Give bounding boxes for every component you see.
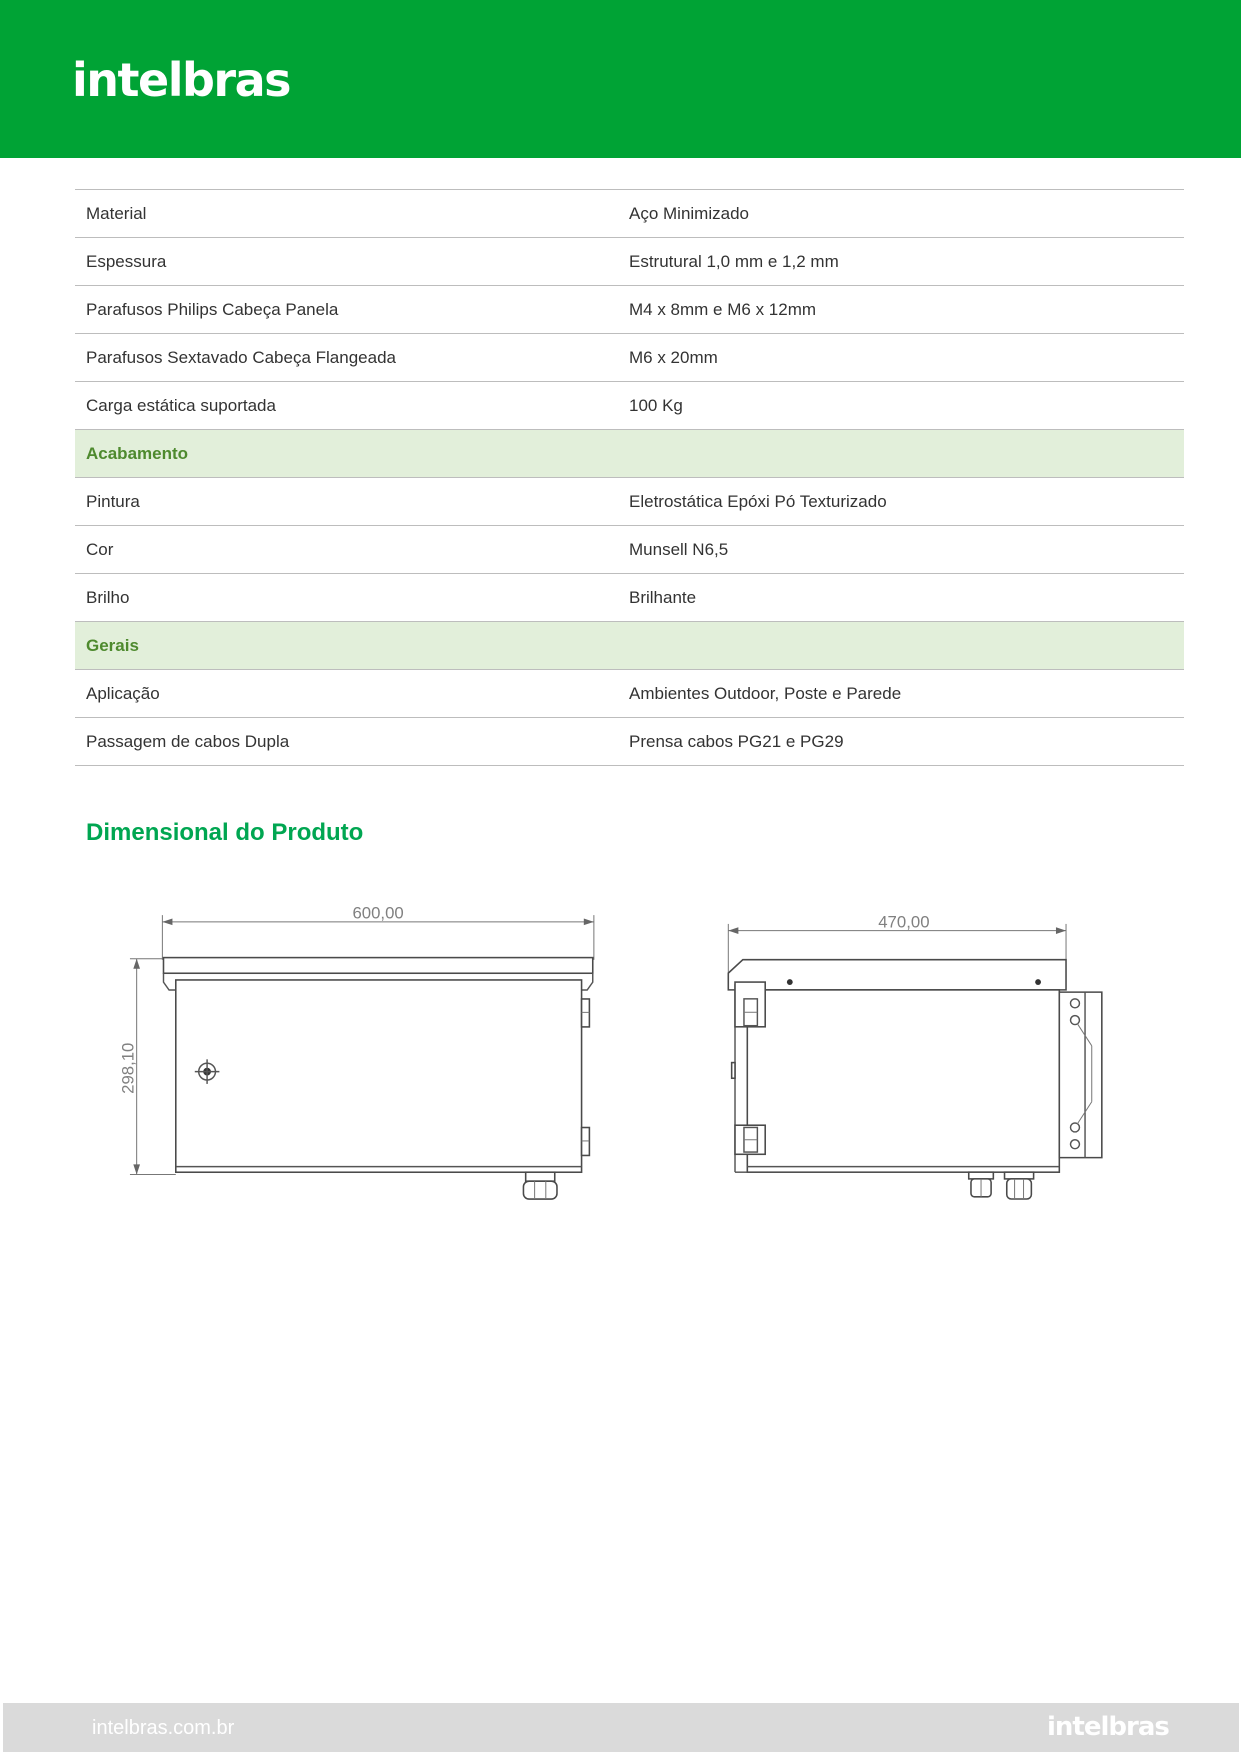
side-view-drawing (716, 906, 1113, 1208)
spec-label: Brilho (75, 574, 618, 622)
hinge-bottom (582, 1128, 590, 1156)
spec-value: Eletrostática Epóxi Pó Texturizado (618, 478, 1184, 526)
hinge-bottom (735, 1125, 765, 1154)
spec-value: Brilhante (618, 574, 1184, 622)
hinge-top (735, 982, 765, 1027)
table-row (75, 526, 1184, 574)
spec-label: Espessura (75, 238, 618, 286)
spec-label: Passagem de cabos Dupla (75, 718, 618, 766)
table-row (75, 190, 1184, 238)
lid-lip-left (163, 973, 175, 990)
lid-lip-right (582, 973, 593, 990)
spec-value: 100 Kg (618, 382, 1184, 430)
spec-table (75, 189, 1184, 766)
enclosure-lid (728, 960, 1066, 990)
side-tab (732, 1063, 735, 1079)
spec-label: Parafusos Sextavado Cabeça Flangeada (75, 334, 618, 382)
section-row-gerais (75, 622, 1184, 670)
width-dimension (162, 903, 593, 959)
footer-bar (3, 1703, 1239, 1752)
section-heading: Gerais (75, 622, 618, 670)
section-spacer (618, 622, 1184, 670)
spec-label: Aplicação (75, 670, 618, 718)
section-row-acabamento (75, 430, 1184, 478)
cable-gland (523, 1172, 557, 1199)
spec-label: Carga estática suportada (75, 382, 618, 430)
width-label: 600,00 (352, 903, 404, 923)
hinge-top (582, 999, 590, 1027)
table-row (75, 718, 1184, 766)
section-heading: Acabamento (75, 430, 618, 478)
table-row (75, 286, 1184, 334)
spec-label: Pintura (75, 478, 618, 526)
intelbras-logo: intelbras (72, 53, 291, 107)
spec-label: Parafusos Philips Cabeça Panela (75, 286, 618, 334)
table-row (75, 238, 1184, 286)
cable-gland-pg29 (1005, 1172, 1034, 1199)
height-dimension (118, 959, 175, 1175)
spec-value: Ambientes Outdoor, Poste e Parede (618, 670, 1184, 718)
spec-value: M4 x 8mm e M6 x 12mm (618, 286, 1184, 334)
header-bar (0, 0, 1241, 158)
table-row (75, 334, 1184, 382)
website-link[interactable]: intelbras.com.br (92, 1717, 235, 1739)
cable-gland-pg21 (969, 1172, 994, 1197)
table-row (75, 382, 1184, 430)
table-row (75, 670, 1184, 718)
lid-screw (1035, 979, 1041, 985)
lid-screw (787, 979, 793, 985)
spec-label: Cor (75, 526, 618, 574)
spec-value: Estrutural 1,0 mm e 1,2 mm (618, 238, 1184, 286)
front-view-drawing (112, 895, 604, 1208)
spec-value: Munsell N6,5 (618, 526, 1184, 574)
mounting-bracket (1059, 992, 1101, 1158)
depth-label: 470,00 (878, 912, 930, 932)
table-row (75, 478, 1184, 526)
spec-label: Material (75, 190, 618, 238)
spec-value: Aço Minimizado (618, 190, 1184, 238)
footer-intelbras-logo: intelbras (1047, 1712, 1169, 1742)
spec-value: M6 x 20mm (618, 334, 1184, 382)
enclosure-body (176, 980, 582, 1172)
height-label: 298,10 (118, 1042, 138, 1094)
section-spacer (618, 430, 1184, 478)
table-row (75, 574, 1184, 622)
enclosure-body (747, 990, 1059, 1172)
spec-value: Prensa cabos PG21 e PG29 (618, 718, 1184, 766)
dimensional-title: Dimensional do Produto (86, 819, 364, 846)
enclosure-lid (163, 958, 592, 974)
